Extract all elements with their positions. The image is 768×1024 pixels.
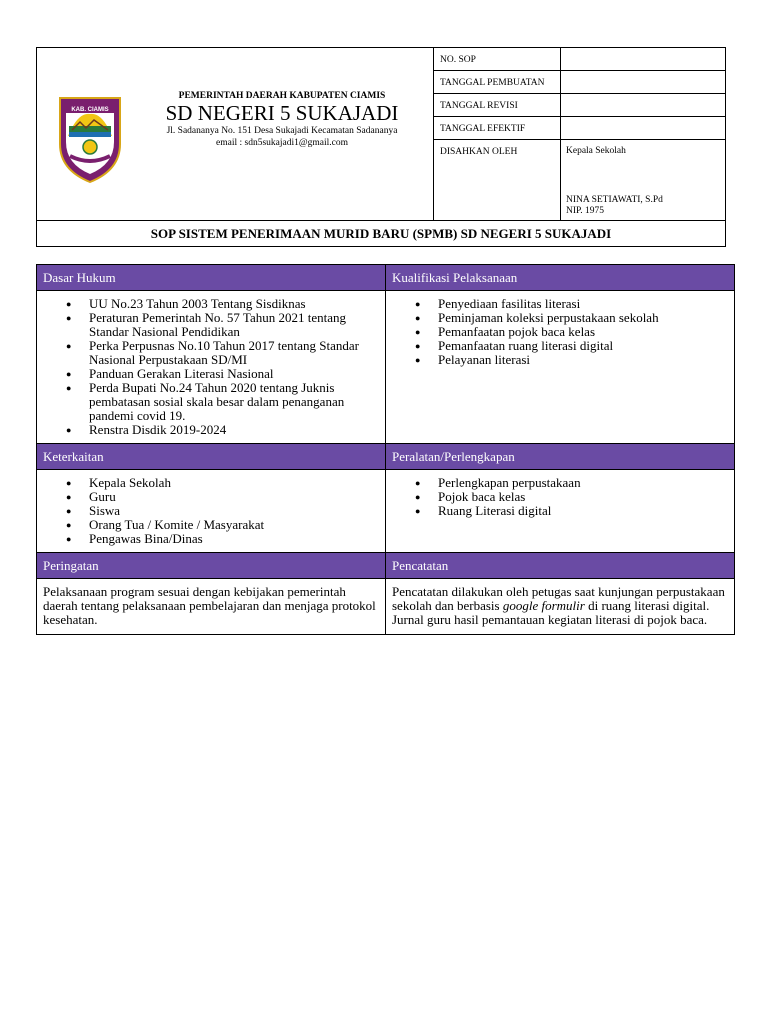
section-header-row — [37, 553, 735, 579]
peringatan-cell — [37, 579, 386, 635]
section-body-row — [37, 470, 735, 553]
field-value — [560, 71, 727, 93]
peringatan-header: Peringatan — [37, 553, 386, 579]
sop-title: SOP SISTEM PENERIMAAN MURID BARU (SPMB) SD NEGERI 5 SUKAJADI — [37, 220, 725, 246]
list-item: ● Perlengkapan perpustakaan — [438, 476, 734, 490]
field-label: DISAHKAN OLEH — [440, 147, 518, 157]
section-body-row — [37, 579, 735, 635]
list-item: ● Pemanfaatan pojok baca kelas — [438, 325, 734, 339]
pencatatan-header: Pencatatan — [386, 553, 735, 579]
field-label: TANGGAL REVISI — [440, 101, 518, 111]
list-item: ● Pengawas Bina/Dinas — [89, 532, 385, 546]
field-label: NO. SOP — [440, 55, 476, 65]
list-item: ● Ruang Literasi digital — [438, 504, 734, 518]
list-item: ● Kepala Sekolah — [89, 476, 385, 490]
list-item: ● Panduan Gerakan Literasi Nasional — [89, 367, 385, 381]
school-name: SD NEGERI 5 SUKAJADI — [165, 101, 399, 125]
peralatan-cell — [386, 470, 735, 553]
list-item: ● Renstra Disdik 2019-2024 — [89, 423, 385, 437]
field-tanggal-revisi — [434, 94, 726, 117]
field-disahkan-oleh — [434, 140, 726, 220]
approver-name: NINA SETIAWATI, S.Pd — [566, 195, 663, 205]
keterkaitan-list — [37, 476, 385, 546]
pencatatan-cell — [386, 579, 735, 635]
field-tanggal-efektif — [434, 117, 726, 140]
pencatatan-text-end: di ruang literasi digital. Jurnal guru hasil pemantauan kegiatan literasi di pojok baca. — [392, 598, 710, 627]
pencatatan-text-start: Pencatatan dilakukan oleh petugas saat kunjungan perpustakaan sekolah dan berbasis — [392, 584, 725, 613]
sop-header — [36, 47, 726, 247]
field-label: TANGGAL EFEKTIF — [440, 124, 526, 134]
email-line: email : sdn5sukajadi1@gmail.com — [216, 138, 348, 148]
dasar-hukum-list — [37, 297, 385, 437]
peralatan-list — [386, 476, 734, 518]
field-value — [560, 48, 727, 70]
list-item: ● Siswa — [89, 504, 385, 518]
keterkaitan-header: Keterkaitan — [37, 444, 386, 470]
approver-signature — [566, 195, 663, 217]
peralatan-header: Peralatan/Perlengkapan — [386, 444, 735, 470]
field-no-sop — [434, 48, 726, 71]
field-value — [560, 94, 727, 116]
list-item: ● Pelayanan literasi — [438, 353, 734, 367]
sop-content-table — [36, 264, 735, 635]
section-body-row — [37, 291, 735, 444]
list-item: ● Perda Bupati No.24 Tahun 2020 tentang Juknis pembatasan sosial skala besar dalam penanganan pandemi covid 19. — [89, 381, 385, 423]
government-name: PEMERINTAH DAERAH KABUPATEN CIAMIS — [178, 91, 386, 101]
sop-info-panel — [433, 48, 726, 220]
section-header-row — [37, 444, 735, 470]
list-item: ● Peraturan Pemerintah No. 57 Tahun 2021 tentang Standar Nasional Pendidikan — [89, 311, 385, 339]
ciamis-emblem-icon — [56, 92, 124, 184]
list-item: ● Penyediaan fasilitas literasi — [438, 297, 734, 311]
list-item: ● Pemanfaatan ruang literasi digital — [438, 339, 734, 353]
list-item: ● Orang Tua / Komite / Masyarakat — [89, 518, 385, 532]
list-item: ● Perka Perpusnas No.10 Tahun 2017 tentang Standar Nasional Perpustakaan SD/MI — [89, 339, 385, 367]
dasar-hukum-cell — [37, 291, 386, 444]
letterhead — [37, 48, 433, 220]
pencatatan-text — [386, 579, 734, 634]
field-value — [560, 117, 727, 139]
approver-block — [560, 140, 727, 220]
school-address — [133, 125, 431, 149]
field-label: TANGGAL PEMBUATAN — [440, 78, 545, 88]
kualifikasi-list — [386, 297, 734, 367]
list-item: ● Peminjaman koleksi perpustakaan sekolah — [438, 311, 734, 325]
list-item: ● UU No.23 Tahun 2003 Tentang Sisdiknas — [89, 297, 385, 311]
kualifikasi-header: Kualifikasi Pelaksanaan — [386, 265, 735, 291]
field-tanggal-pembuatan — [434, 71, 726, 94]
dasar-hukum-header: Dasar Hukum — [37, 265, 386, 291]
svg-text:KAB. CIAMIS: KAB. CIAMIS — [71, 107, 109, 113]
list-item: ● Guru — [89, 490, 385, 504]
address-line: Jl. Sadananya No. 151 Desa Sukajadi Kecamatan Sadananya — [166, 126, 398, 136]
section-header-row — [37, 265, 735, 291]
peringatan-text: Pelaksanaan program sesuai dengan kebijakan pemerintah daerah tentang pelaksanaan pembelajaran dan menjaga protokol kesehatan. — [43, 584, 376, 627]
approver-nip: NIP. 1975 — [566, 206, 605, 216]
kualifikasi-cell — [386, 291, 735, 444]
keterkaitan-cell — [37, 470, 386, 553]
approver-role: Kepala Sekolah — [566, 146, 626, 156]
list-item: ● Pojok baca kelas — [438, 490, 734, 504]
pencatatan-text-italic: google formulir — [502, 598, 585, 613]
